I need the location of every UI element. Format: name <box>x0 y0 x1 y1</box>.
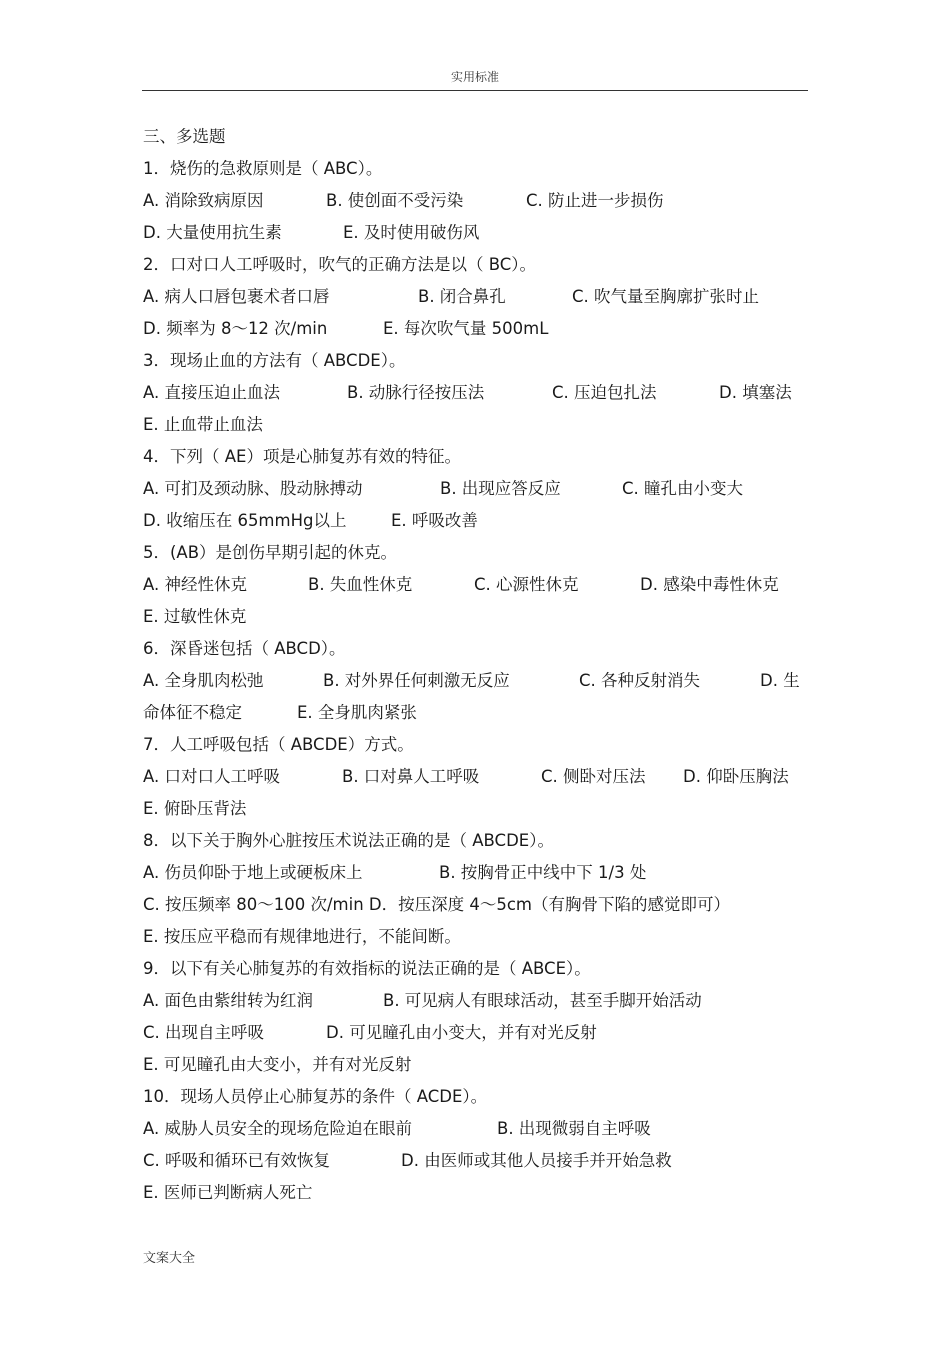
text-line <box>143 441 813 473</box>
line-text: E. 止血带止血法 <box>143 415 263 434</box>
line-text: 2．口对口人工呼吸时，吹气的正确方法是以（ BC）。 <box>143 255 537 274</box>
option-text: C. 瞳孔由小变大 <box>622 479 744 498</box>
option-text: A. 病人口唇包裹术者口唇 <box>143 287 330 306</box>
option-text: E. 全身肌肉紧张 <box>297 703 417 722</box>
text-line <box>143 377 813 409</box>
option-text: B. 按胸骨正中线中下 1/3 处 <box>439 863 647 882</box>
option-text: A. 神经性休克 <box>143 575 247 594</box>
text-line <box>143 697 813 729</box>
option-text: A. 消除致病原因 <box>143 191 264 210</box>
option-text: B. 失血性休克 <box>308 575 413 594</box>
option-text: C. 心源性休克 <box>474 575 579 594</box>
option-text: D. 填塞法 <box>719 383 792 402</box>
text-line <box>143 1113 813 1145</box>
text-line <box>143 313 813 345</box>
option-text: C. 吹气量至胸廓扩张时止 <box>572 287 760 306</box>
line-text: E. 按压应平稳而有规律地进行，不能间断。 <box>143 927 461 946</box>
option-text: A. 威胁人员安全的现场危险迫在眼前 <box>143 1119 412 1138</box>
line-text: C. 按压频率 80～100 次/min D．按压深度 4～5cm（有胸骨下陷的感觉即可） <box>143 895 730 914</box>
text-line <box>143 985 813 1017</box>
option-text: E. 每次吹气量 500mL <box>383 319 549 338</box>
option-text: B. 对外界任何刺激无反应 <box>323 671 510 690</box>
option-text: D. 生 <box>760 671 800 690</box>
option-text: B. 可见病人有眼球活动，甚至手脚开始活动 <box>383 991 702 1010</box>
text-line <box>143 793 813 825</box>
text-line <box>143 601 813 633</box>
option-text: D. 收缩压在 65mmHg以上 <box>143 511 347 530</box>
option-text: C. 出现自主呼吸 <box>143 1023 265 1042</box>
option-text: A. 直接压迫止血法 <box>143 383 280 402</box>
text-line <box>143 185 813 217</box>
header-divider <box>142 90 808 91</box>
option-text: C. 压迫包扎法 <box>552 383 657 402</box>
text-line <box>143 153 813 185</box>
text-line <box>143 1049 813 1081</box>
option-text: B. 出现微弱自主呼吸 <box>497 1119 651 1138</box>
option-text: C. 各种反射消失 <box>579 671 701 690</box>
option-text: D. 频率为 8～12 次/min <box>143 319 328 338</box>
page-header: 实用标准 <box>450 70 499 84</box>
line-text: E. 俯卧压背法 <box>143 799 247 818</box>
text-line <box>143 953 813 985</box>
line-text: E. 医师已判断病人死亡 <box>143 1183 313 1202</box>
text-line <box>143 761 813 793</box>
text-line <box>143 473 813 505</box>
text-line <box>143 921 813 953</box>
text-line <box>143 569 813 601</box>
text-line <box>143 249 813 281</box>
text-line <box>143 825 813 857</box>
text-line <box>143 409 813 441</box>
text-line <box>143 729 813 761</box>
text-line <box>143 505 813 537</box>
line-text: 8．以下关于胸外心脏按压术说法正确的是（ ABCDE）。 <box>143 831 554 850</box>
option-text: B. 口对鼻人工呼吸 <box>342 767 480 786</box>
text-line <box>143 281 813 313</box>
option-text: D. 大量使用抗生素 <box>143 223 282 242</box>
line-text: E. 可见瞳孔由大变小，并有对光反射 <box>143 1055 412 1074</box>
text-line <box>143 217 813 249</box>
section-title: 三、多选题 <box>143 127 226 146</box>
option-text: C. 防止进一步损伤 <box>526 191 664 210</box>
option-text: E. 呼吸改善 <box>391 511 478 530</box>
text-line <box>143 1017 813 1049</box>
option-text: A. 口对口人工呼吸 <box>143 767 280 786</box>
text-line <box>143 665 813 697</box>
document-body <box>143 121 813 1209</box>
question-list <box>143 153 813 1209</box>
option-text: B. 闭合鼻孔 <box>418 287 506 306</box>
text-line <box>143 1081 813 1113</box>
option-text: B. 使创面不受污染 <box>326 191 464 210</box>
line-text: 10．现场人员停止心肺复苏的条件（ ACDE）。 <box>143 1087 488 1106</box>
line-text: 3．现场止血的方法有（ ABCDE）。 <box>143 351 406 370</box>
line-text: 7．人工呼吸包括（ ABCDE）方式。 <box>143 735 414 754</box>
text-line <box>143 857 813 889</box>
option-text: D. 仰卧压胸法 <box>683 767 789 786</box>
text-line <box>143 537 813 569</box>
option-text: D. 感染中毒性休克 <box>640 575 779 594</box>
option-text: D. 可见瞳孔由小变大，并有对光反射 <box>326 1023 597 1042</box>
option-text: A. 全身肌肉松弛 <box>143 671 264 690</box>
text-line <box>143 1145 813 1177</box>
line-text: 4．下列（ AE）项是心肺复苏有效的特征。 <box>143 447 461 466</box>
line-text: 6．深昏迷包括（ ABCD）。 <box>143 639 346 658</box>
option-text: A. 可扪及颈动脉、股动脉搏动 <box>143 479 363 498</box>
option-text: B. 出现应答反应 <box>440 479 561 498</box>
option-text: A. 面色由紫绀转为红润 <box>143 991 313 1010</box>
line-text: 9．以下有关心肺复苏的有效指标的说法正确的是（ ABCE）。 <box>143 959 591 978</box>
text-line <box>143 889 813 921</box>
line-text: E. 过敏性休克 <box>143 607 247 626</box>
text-line <box>143 345 813 377</box>
line-text: 5．(AB）是创伤早期引起的休克。 <box>143 543 398 562</box>
option-text: D. 由医师或其他人员接手并开始急救 <box>401 1151 672 1170</box>
option-text: 命体征不稳定 <box>143 703 242 722</box>
page-footer: 文案大全 <box>143 1251 196 1266</box>
option-text: C. 呼吸和循环已有效恢复 <box>143 1151 331 1170</box>
line-text: 1．烧伤的急救原则是（ ABC）。 <box>143 159 383 178</box>
text-line <box>143 1177 813 1209</box>
text-line <box>143 633 813 665</box>
option-text: C. 侧卧对压法 <box>541 767 646 786</box>
option-text: E. 及时使用破伤风 <box>343 223 480 242</box>
option-text: B. 动脉行径按压法 <box>347 383 485 402</box>
option-text: A. 伤员仰卧于地上或硬板床上 <box>143 863 363 882</box>
